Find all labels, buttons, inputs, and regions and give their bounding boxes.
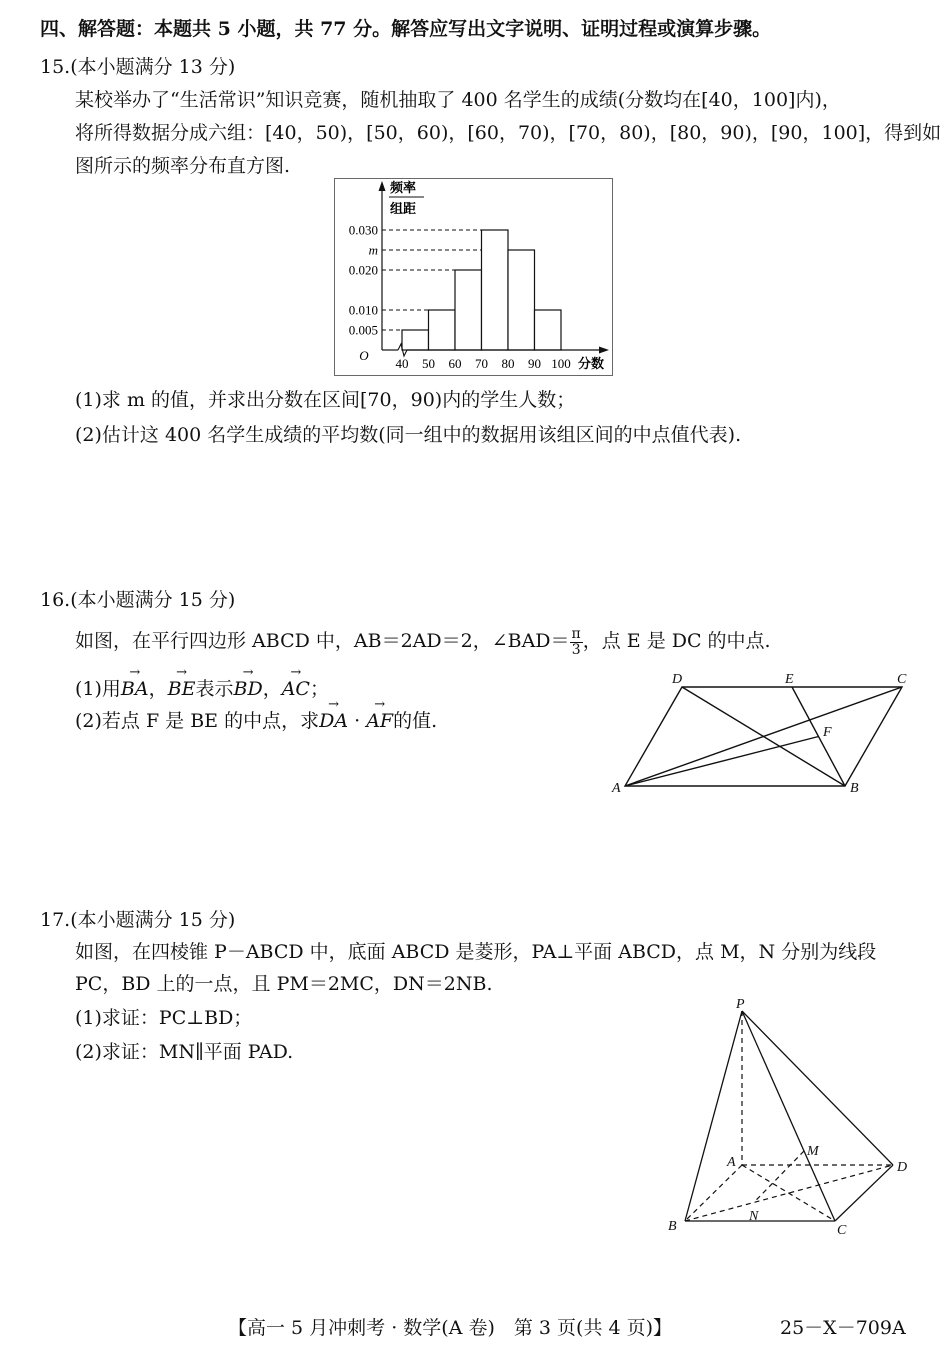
q17-score-note: (本小题满分 15 分) bbox=[70, 909, 236, 931]
q16-part2 bbox=[75, 706, 437, 733]
label-A: A bbox=[612, 781, 621, 796]
y-tick-label-4: 0.005 bbox=[348, 322, 378, 338]
histogram-svg bbox=[334, 178, 616, 378]
histogram-bar-40-50 bbox=[402, 330, 429, 350]
x-axis-label: 分数 bbox=[578, 356, 605, 371]
fraction-denominator: 3 bbox=[571, 641, 581, 658]
y-tick-label-2: 0.020 bbox=[348, 262, 378, 278]
vector-BA: → BA bbox=[121, 678, 149, 700]
x-tick-label-40: 40 bbox=[395, 356, 409, 371]
x-axis-arrow bbox=[599, 347, 609, 354]
edge-PB bbox=[685, 1011, 742, 1221]
y-axis-label-denominator: 组距 bbox=[390, 201, 417, 216]
q17-part2: (2)求证：MN∥平面 PAD. bbox=[75, 1041, 294, 1063]
y-tick-label-1: m bbox=[368, 242, 378, 258]
q15-stem-line1: 某校举办了“生活常识”知识竞赛，随机抽取了 400 名学生的成绩(分数均在[40，100]内)， bbox=[75, 89, 841, 111]
histogram-bar-90-100 bbox=[535, 310, 562, 350]
section-header: 四、解答题：本题共 5 小题，共 77 分。解答应写出文字说明、证明过程或演算步骤。 bbox=[40, 18, 772, 40]
q17-number: 17. bbox=[40, 909, 71, 931]
diagonal-BD bbox=[682, 687, 845, 786]
histogram-bar-80-90 bbox=[508, 250, 535, 350]
histogram-bar-70-80 bbox=[482, 230, 509, 350]
y-tick-label-3: 0.010 bbox=[348, 302, 378, 318]
q15-part1: (1)求 m 的值，并求出分数在区间[70，90)内的学生人数； bbox=[75, 389, 576, 411]
origin-label: O bbox=[359, 348, 369, 363]
label-N: N bbox=[749, 1209, 759, 1224]
label-C: C bbox=[897, 672, 907, 687]
label-D: D bbox=[672, 672, 683, 687]
fraction-numerator: π bbox=[571, 625, 581, 642]
q15-number: 15. bbox=[40, 56, 71, 78]
label-D: D bbox=[897, 1160, 908, 1175]
q16-part2-prefix: (2)若点 F 是 BE 的中点，求 bbox=[75, 710, 320, 732]
q15-heading bbox=[40, 52, 235, 79]
label-F: F bbox=[823, 725, 832, 740]
label-A: A bbox=[727, 1155, 736, 1170]
q16-part1-mid: 表示 bbox=[195, 678, 234, 700]
q17-heading bbox=[40, 905, 235, 932]
vector-DA: → DA bbox=[319, 710, 348, 732]
parallelogram-svg bbox=[605, 668, 915, 796]
x-tick-label-70: 70 bbox=[475, 356, 488, 371]
x-tick-label-80: 80 bbox=[501, 356, 515, 371]
edge-CD bbox=[835, 1165, 893, 1221]
x-tick-label-50: 50 bbox=[422, 356, 435, 371]
y-tick-label-0: 0.030 bbox=[348, 222, 378, 238]
edge-PC bbox=[742, 1011, 835, 1221]
q16-stem-pre: 如图，在平行四边形 ABCD 中，AB＝2AD＝2，∠BAD＝ bbox=[75, 630, 570, 652]
q16-part2-end: 的值. bbox=[393, 710, 438, 732]
q15-stem-line3: 图所示的频率分布直方图. bbox=[75, 155, 291, 177]
q16-part1-prefix: (1)用 bbox=[75, 678, 121, 700]
vector-BD: → BD bbox=[233, 678, 262, 700]
q16-part1-sep1: ， bbox=[148, 678, 168, 700]
footer-exam-title: 【高一 5 月冲刺考 · 数学(A 卷) 第 3 页(共 4 页)】 bbox=[228, 1317, 673, 1339]
y-axis-label-numerator: 频率 bbox=[390, 180, 417, 195]
label-E: E bbox=[785, 672, 794, 687]
label-P: P bbox=[736, 997, 745, 1012]
x-tick-label-100: 100 bbox=[551, 356, 571, 371]
q16-heading bbox=[40, 585, 235, 612]
q17-stem-line1: 如图，在四棱锥 P－ABCD 中，底面 ABCD 是菱形，PA⊥平面 ABCD，点 M，N 分别为线段 bbox=[75, 941, 877, 963]
q16-part1-end: ； bbox=[309, 678, 329, 700]
histogram-bar-60-70 bbox=[455, 270, 482, 350]
q17-part1: (1)求证：PC⊥BD； bbox=[75, 1007, 253, 1029]
y-axis-arrow bbox=[379, 181, 386, 191]
label-B: B bbox=[668, 1219, 677, 1234]
q16-part1 bbox=[75, 674, 329, 701]
q15-stem-line2: 将所得数据分成六组：[40，50)，[50，60)，[60，70)，[70，80)，[80，90)，[90，100]，得到如 bbox=[75, 122, 942, 144]
q16-stem-post: ，点 E 是 DC 的中点. bbox=[582, 630, 771, 652]
footer-code: 25－X－709A bbox=[780, 1317, 906, 1339]
vector-AF: → AF bbox=[366, 710, 393, 732]
q16-score-note: (本小题满分 15 分) bbox=[70, 589, 236, 611]
x-tick-label-60: 60 bbox=[448, 356, 462, 371]
angle-fraction bbox=[570, 627, 583, 658]
label-B: B bbox=[850, 781, 859, 796]
x-tick-label-90: 90 bbox=[528, 356, 541, 371]
q17-pyramid-figure bbox=[665, 996, 913, 1240]
q16-number: 16. bbox=[40, 589, 71, 611]
q15-part2: (2)估计这 400 名学生成绩的平均数(同一组中的数据用该组区间的中点值代表). bbox=[75, 424, 742, 446]
histogram-bar-50-60 bbox=[429, 310, 456, 350]
dot-operator: · bbox=[348, 710, 367, 732]
q15-score-note: (本小题满分 13 分) bbox=[70, 56, 236, 78]
edge-AB-hidden bbox=[685, 1165, 742, 1221]
label-M: M bbox=[807, 1144, 819, 1159]
segment-AF bbox=[625, 737, 819, 787]
label-C: C bbox=[837, 1223, 847, 1238]
q17-stem-line2: PC，BD 上的一点，且 PM＝2MC，DN＝2NB. bbox=[75, 973, 493, 995]
vector-AC: → AC bbox=[282, 678, 310, 700]
vector-BE: → BE bbox=[168, 678, 196, 700]
q15-histogram bbox=[334, 178, 616, 378]
edge-PD bbox=[742, 1011, 893, 1165]
q16-part1-sep2: ， bbox=[262, 678, 282, 700]
q16-stem bbox=[75, 626, 771, 658]
pyramid-svg bbox=[665, 996, 913, 1240]
q16-parallelogram-figure bbox=[605, 668, 915, 796]
